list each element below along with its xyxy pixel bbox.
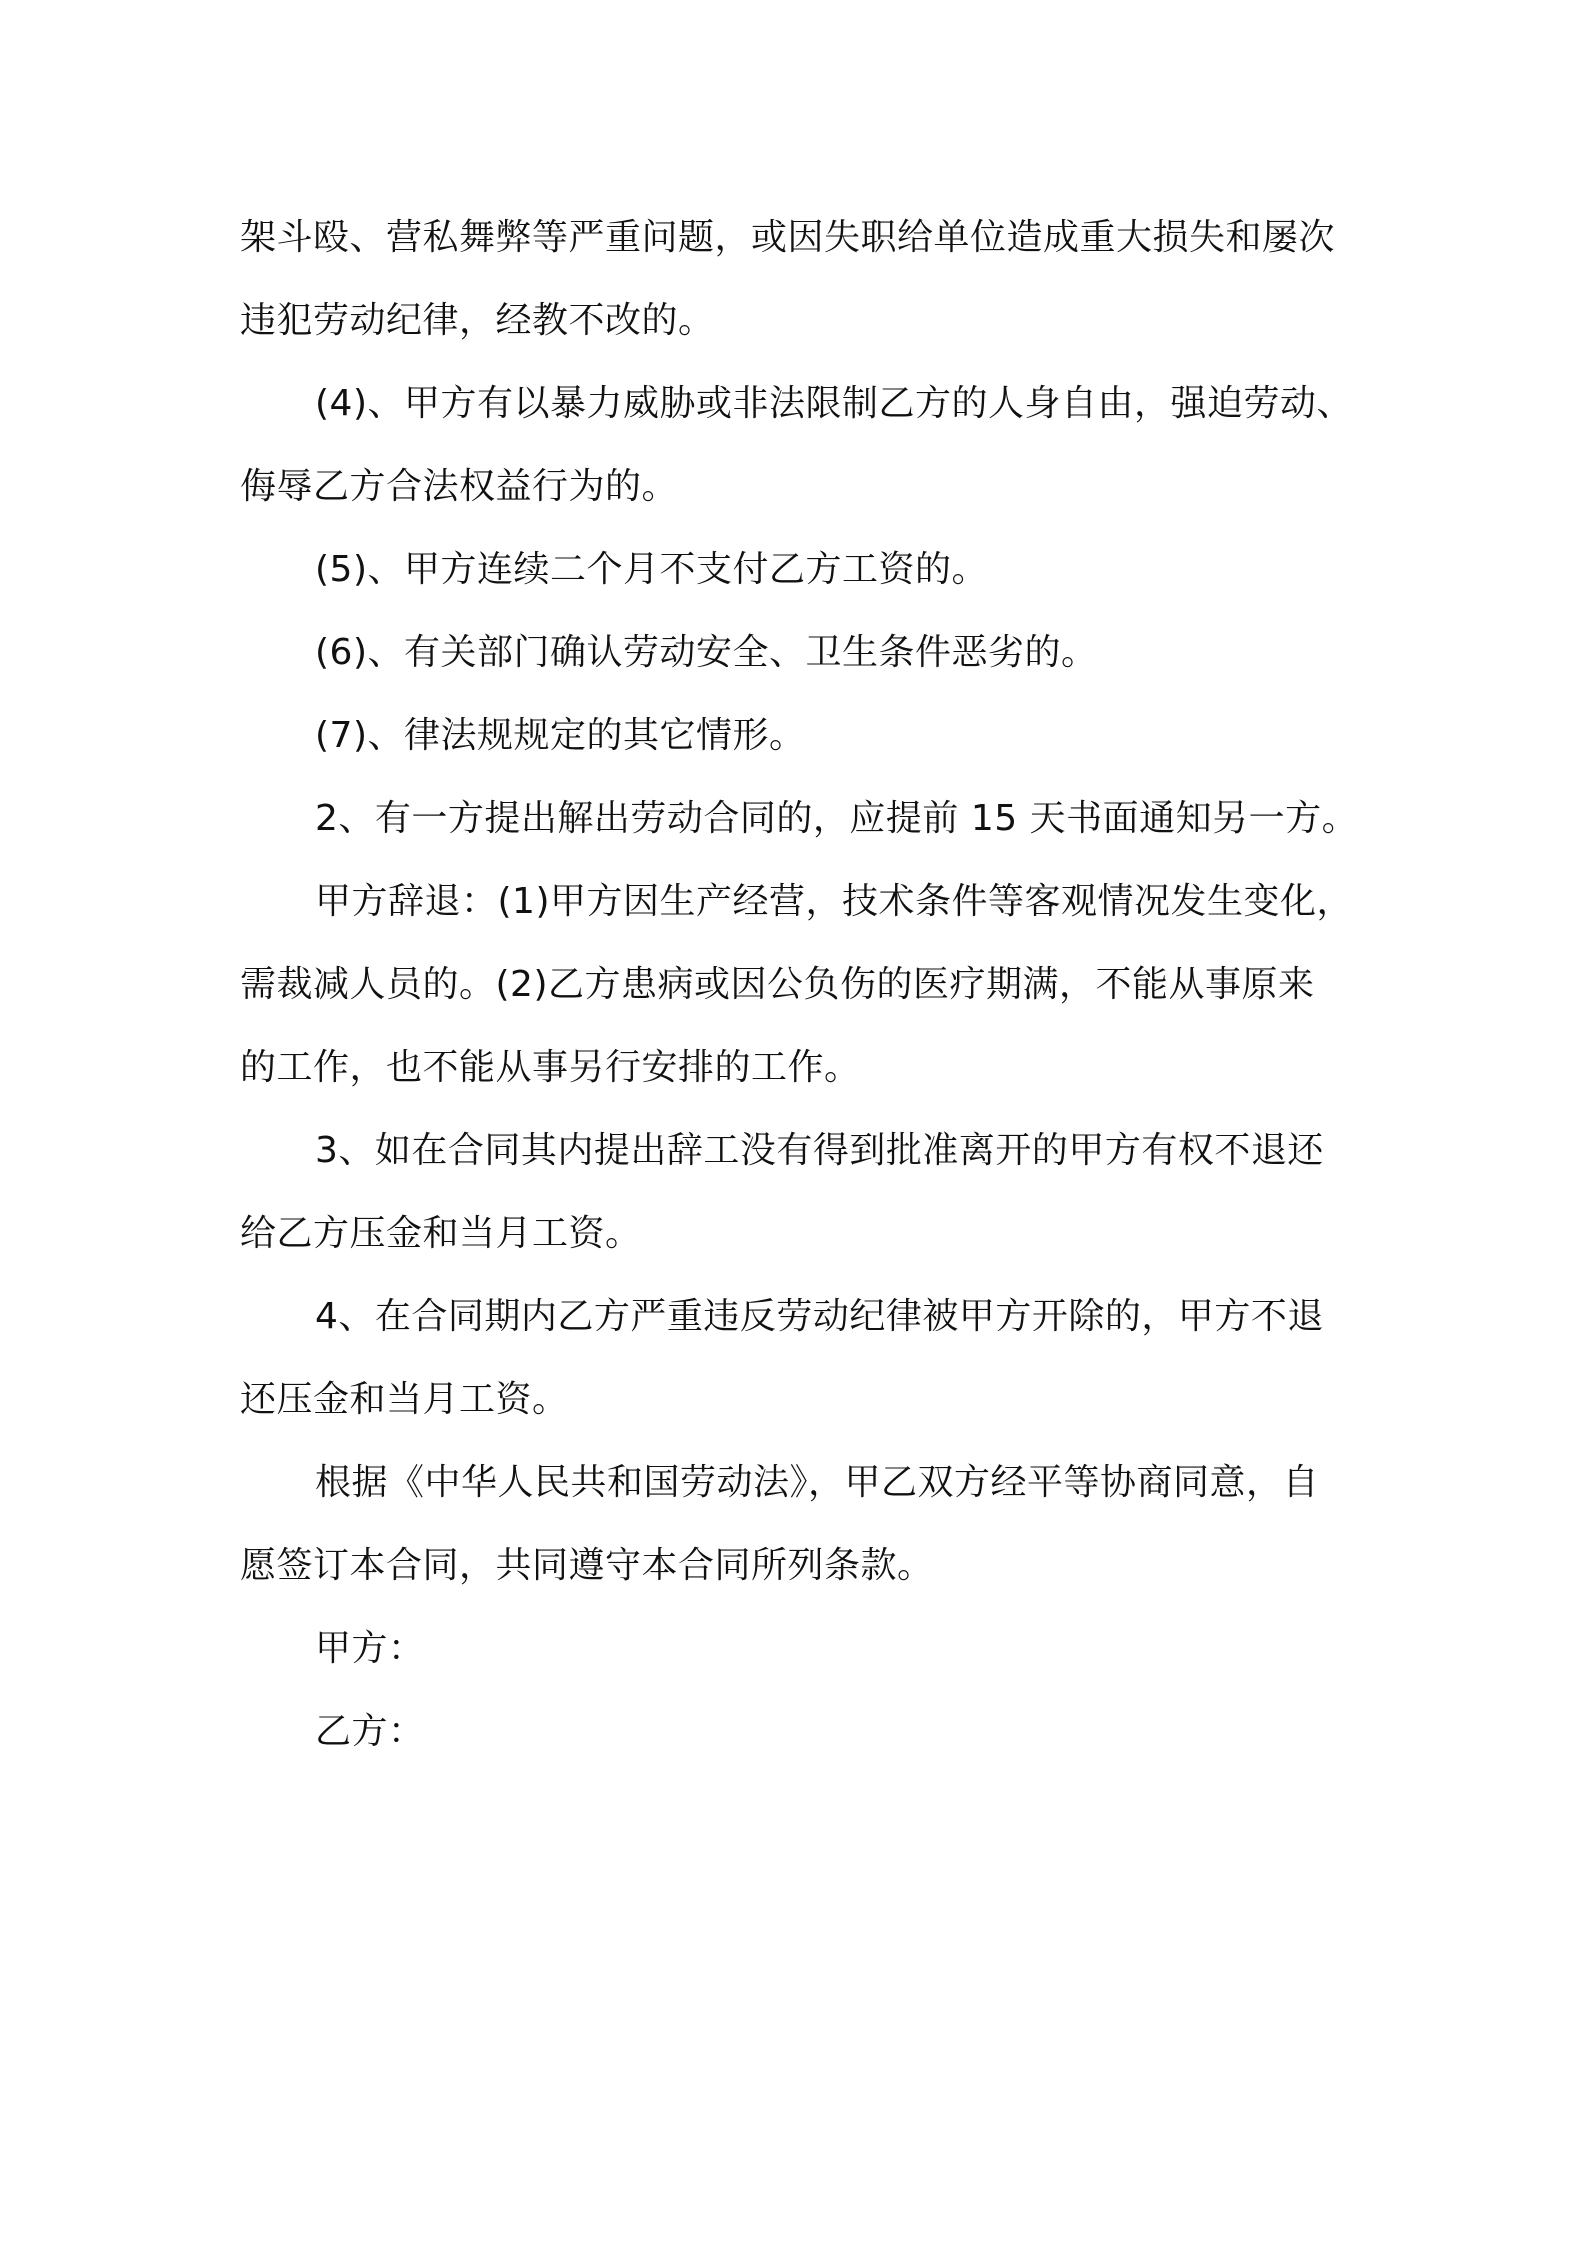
- paragraph-clause-7: [240, 694, 1360, 777]
- paragraph-clause-5: [240, 528, 1360, 611]
- party-b-label: 乙方：: [315, 1711, 425, 1752]
- paragraph-line: 根据《中华人民共和国劳动法》，甲乙双方经平等协商同意，自: [315, 1462, 1320, 1503]
- paragraph-line: 愿签订本合同，共同遵守本合同所列条款。: [240, 1545, 934, 1586]
- paragraph-line: 侮辱乙方合法权益行为的。: [240, 466, 679, 507]
- paragraph-1: [240, 196, 1360, 362]
- paragraph-clause-6: [240, 611, 1360, 694]
- paragraph-line: 架斗殴、营私舞弊等严重问题，或因失职给单位造成重大损失和屡次: [240, 217, 1336, 258]
- paragraph-line: 4、在合同期内乙方严重违反劳动纪律被甲方开除的，甲方不退: [315, 1296, 1324, 1337]
- paragraph-dismissal: [240, 860, 1360, 1109]
- paragraph-line: 的工作，也不能从事另行安排的工作。: [240, 1047, 861, 1088]
- paragraph-conclusion: [240, 1441, 1360, 1607]
- paragraph-line: (6)、有关部门确认劳动安全、卫生条件恶劣的。: [315, 632, 1098, 673]
- signature-party-a: [240, 1607, 1360, 1690]
- paragraph-line: 甲方辞退：(1)甲方因生产经营，技术条件等客观情况发生变化，: [315, 881, 1353, 922]
- paragraph-line: 还压金和当月工资。: [240, 1379, 569, 1420]
- document-body: [240, 196, 1360, 1773]
- paragraph-item-3: [240, 1109, 1360, 1275]
- paragraph-line: (7)、律法规规定的其它情形。: [315, 715, 806, 756]
- signature-party-b: [240, 1690, 1360, 1773]
- paragraph-line: 给乙方压金和当月工资。: [240, 1213, 642, 1254]
- paragraph-item-2: [240, 777, 1360, 860]
- paragraph-line: 3、如在合同其内提出辞工没有得到批准离开的甲方有权不退还: [315, 1130, 1324, 1171]
- paragraph-item-4: [240, 1275, 1360, 1441]
- paragraph-line: 违犯劳动纪律，经教不改的。: [240, 300, 715, 341]
- paragraph-line: (4)、甲方有以暴力威胁或非法限制乙方的人身自由，强迫劳动、: [315, 383, 1353, 424]
- paragraph-line: 需裁减人员的。(2)乙方患病或因公负伤的医疗期满，不能从事原来: [240, 964, 1315, 1005]
- paragraph-clause-4: [240, 362, 1360, 528]
- party-a-label: 甲方：: [315, 1628, 425, 1669]
- paragraph-line: (5)、甲方连续二个月不支付乙方工资的。: [315, 549, 988, 590]
- paragraph-line: 2、有一方提出解出劳动合同的，应提前 15 天书面通知另一方。: [315, 798, 1359, 839]
